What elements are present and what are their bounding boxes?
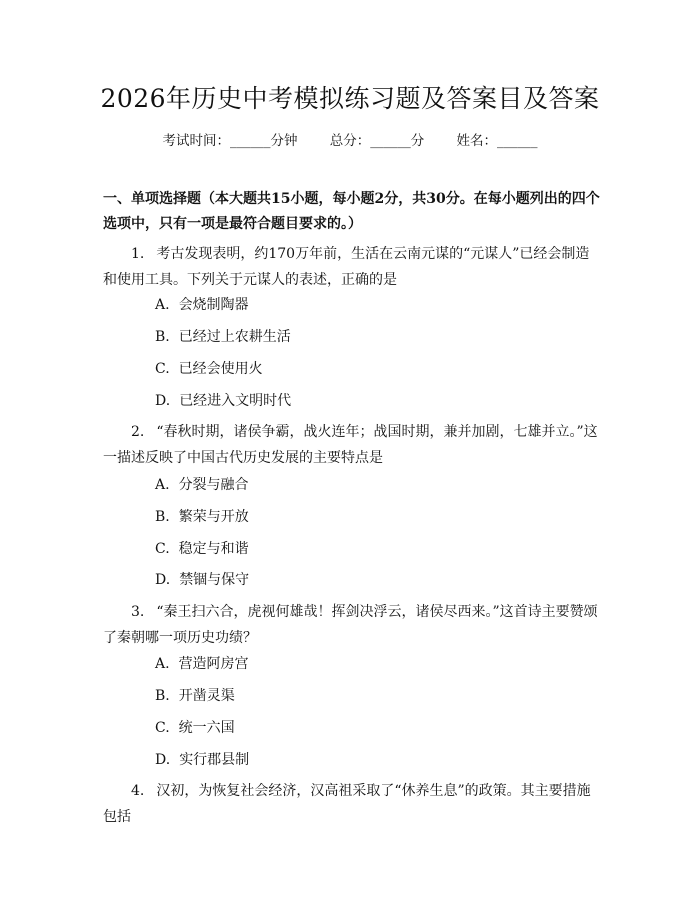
question-number: 1. bbox=[131, 246, 145, 262]
question-2-option-b: B. 繁荣与开放 bbox=[155, 509, 249, 525]
question-3-option-b: B. 开凿灵渠 bbox=[155, 688, 235, 704]
question-2-option-d: D. 禁锢与保守 bbox=[155, 572, 250, 588]
question-1-option-c: C. 已经会使用火 bbox=[155, 361, 263, 377]
total-score-field: 总分：______分 bbox=[329, 133, 425, 149]
question-1-option-a: A. 会烧制陶器 bbox=[155, 297, 249, 313]
question-3-option-a: A. 营造阿房宫 bbox=[155, 656, 249, 672]
section-heading: 一、单项选择题（本大题共15小题，每小题2分，共30分。在每小题列出的四个选项中，只有一项是最符合题目要求的。） bbox=[103, 191, 600, 232]
exam-meta bbox=[0, 131, 700, 151]
question-2-stem bbox=[103, 419, 603, 471]
question-text: 考古发现表明，约170万年前，生活在云南元谋的“元谋人”已经会制造和使用工具。下列关于元谋人的表述，正确的是 bbox=[103, 246, 590, 288]
question-3-stem bbox=[103, 599, 603, 651]
question-number: 2. bbox=[131, 424, 145, 440]
question-2-option-c: C. 稳定与和谐 bbox=[155, 541, 249, 557]
question-3-option-d: D. 实行郡县制 bbox=[155, 752, 250, 768]
question-number: 3. bbox=[131, 604, 145, 620]
question-text: 汉初，为恢复社会经济，汉高祖采取了“休养生息”的政策。其主要措施包括 bbox=[103, 783, 591, 825]
question-2-option-a: A. 分裂与融合 bbox=[155, 477, 249, 493]
exam-time-field: 考试时间：______分钟 bbox=[162, 133, 298, 149]
question-1-option-d: D. 已经进入文明时代 bbox=[155, 393, 292, 409]
question-3-option-c: C. 统一六国 bbox=[155, 720, 235, 736]
question-1-option-b: B. 已经过上农耕生活 bbox=[155, 329, 291, 345]
question-number: 4. bbox=[131, 783, 145, 799]
page-title: 2026年历史中考模拟练习题及答案目及答案 bbox=[100, 84, 600, 113]
question-text: “春秋时期，诸侯争霸，战火连年；战国时期，兼并加剧，七雄并立。”这一描述反映了中国古代历史发展的主要特点是 bbox=[103, 424, 598, 466]
student-name-field: 姓名：______ bbox=[456, 133, 538, 149]
question-4-stem bbox=[103, 778, 603, 830]
question-text: “秦王扫六合，虎视何雄哉！挥剑决浮云，诸侯尽西来。”这首诗主要赞颂了秦朝哪一项历史功绩？ bbox=[103, 604, 598, 646]
question-1-stem bbox=[103, 241, 603, 293]
